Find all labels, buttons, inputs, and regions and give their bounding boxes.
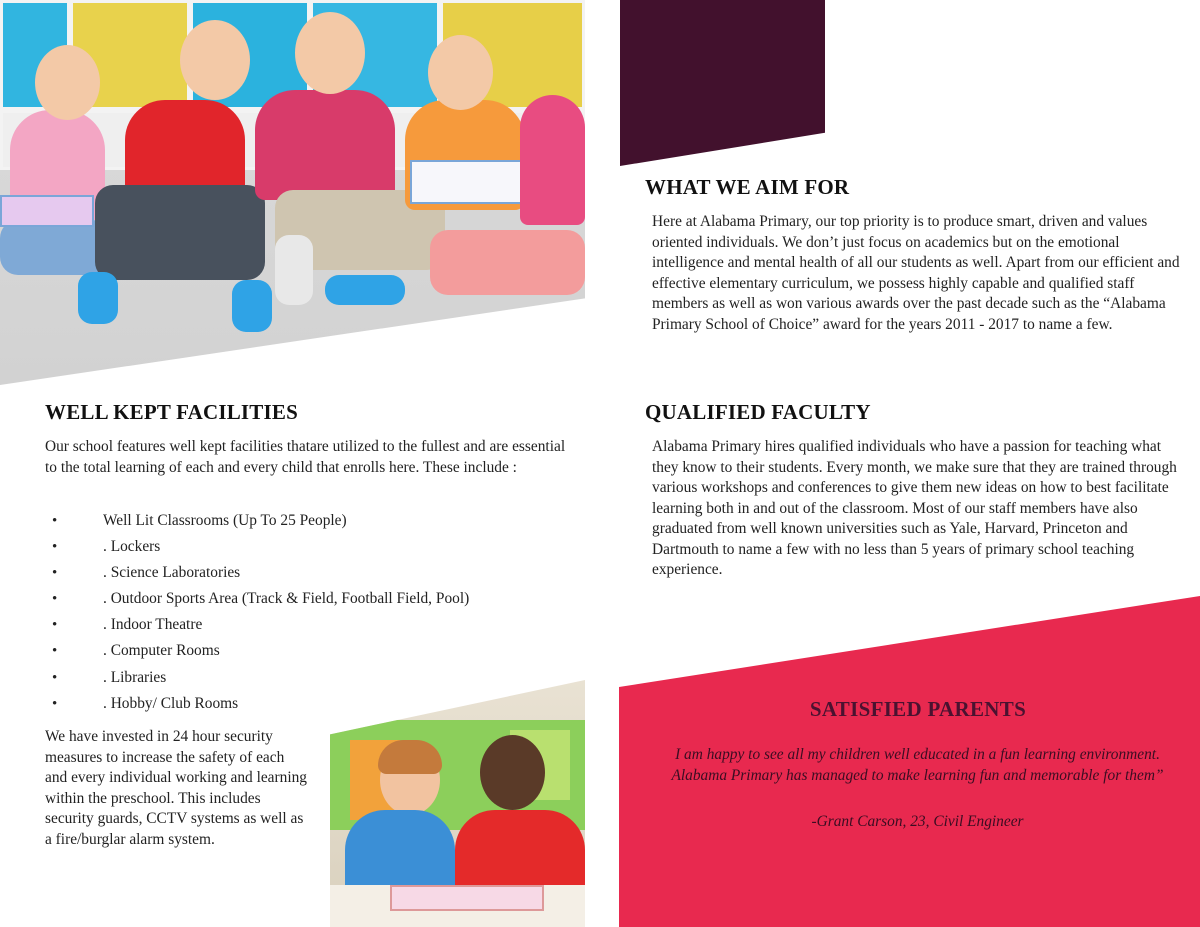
list-item: • . Science Laboratories [52,560,469,586]
list-item: • . Computer Rooms [52,638,469,664]
list-item: • . Libraries [52,665,469,691]
list-item: • . Outdoor Sports Area (Track & Field, Football Field, Pool) [52,586,469,612]
list-item: • Well Lit Classrooms (Up To 25 People) [52,508,469,534]
faculty-paragraph: Alabama Primary hires qualified individuals who have a passion for teaching what they know to their students. Every month, we make sure that they are trained through various workshops and conferences to give them new ideas on how to best facilitate learning both in and out of the classroom. Most of our staff members have also graduated from well known universities such as Yale, Harvard, Princeton and Dartmouth to name a few with no less than 5 years of primary school teaching experience. [652,438,1177,578]
boys-reading-photo [330,680,585,927]
facilities-heading: WELL KEPT FACILITIES [45,400,298,424]
parents-heading: SATISFIED PARENTS [809,697,1027,721]
facilities-intro: Our school features well kept facilities thatare utilized to the fullest and are essential to the total learning of each and every child that enrolls here. These include : [45,438,566,476]
aim-heading: WHAT WE AIM FOR [645,175,850,199]
list-item: • . Indoor Theatre [52,612,469,638]
security-paragraph: We have invested in 24 hour security measures to increase the safety of each and every individual working and learning within the preschool. This includes security guards, CCTV systems as well as a fire/burglar alarm system. [45,728,307,848]
children-reading-photo [0,0,585,385]
testimonial-quote: I am happy to see all my children well educated in a fun learning environment. Alabama Primary has managed to make learning fun and memorable for them” [671,746,1164,784]
decorative-maroon-block [620,0,825,166]
testimonial-author: -Grant Carson, 23, Civil Engineer [811,813,1024,830]
aim-paragraph: Here at Alabama Primary, our top priority is to produce smart, driven and values oriented individuals. We don’t just focus on academics but on the emotional intelligence and mental health of all our students as well. Apart from our efficient and effective elementary curriculum, we possess highly capable and qualified staff members as well as won various awards over the past decade such as the “Alabama Primary School of Choice” award for the years 2011 - 2017 to name a few. [652,213,1180,333]
list-item: • . Hobby/ Club Rooms [52,691,469,717]
faculty-heading: QUALIFIED FACULTY [645,400,871,424]
facilities-list [52,508,469,717]
list-item: • . Lockers [52,534,469,560]
